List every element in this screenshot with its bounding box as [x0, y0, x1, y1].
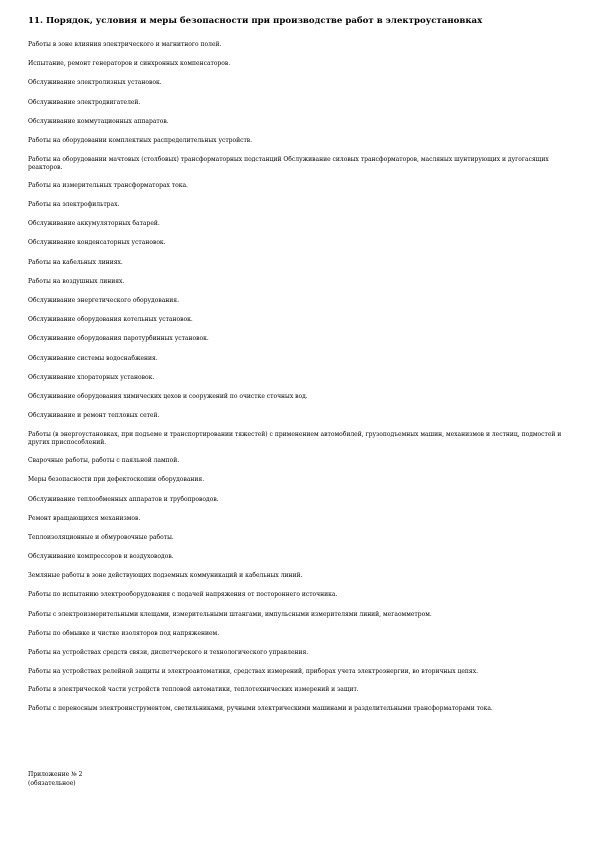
- appendix-note: (обязательное): [28, 779, 76, 787]
- list-item: Работы на воздушных линиях.: [28, 277, 125, 285]
- list-item: Обслуживание компрессоров и воздуховодов.: [28, 553, 174, 561]
- list-item: Обслуживание оборудования паротурбинных установок.: [28, 335, 209, 343]
- work-items-list: [28, 41, 568, 723]
- list-item: Работы в зоне влияния электрического и магнитного полей.: [28, 41, 222, 48]
- section-title: 11. Порядок, условия и меры безопасности при производстве работ в электроустановках: [28, 16, 483, 26]
- list-item: Обслуживание энергетического оборудования.: [28, 297, 179, 305]
- list-item: Земляные работы в зоне действующих подземных коммуникаций и кабельных линий.: [28, 572, 303, 580]
- list-item: Испытание, ремонт генераторов и синхронных компенсаторов.: [28, 60, 231, 68]
- list-item: Обслуживание коммутационных аппаратов.: [28, 117, 169, 125]
- list-item: Обслуживание теплообменных аппаратов и трубопроводов.: [28, 495, 219, 503]
- list-item: Работы в электрической части устройств тепловой автоматики, теплотехнических измерений и защит.: [28, 686, 359, 694]
- list-item: Работы с электроизмерительными клещами, измерительными штангами, импульсными измерителями линий, мегаомметром.: [28, 610, 432, 618]
- list-item: Обслуживание конденсаторных установок.: [28, 239, 166, 247]
- list-item: Работы по испытанию электрооборудования с подачей напряжения от постороннего источника.: [28, 591, 338, 599]
- list-item: Обслуживание хлораторных установок.: [28, 373, 155, 381]
- list-item: Работы по обмывке и чистке изоляторов под напряжением.: [28, 629, 220, 637]
- list-item: Обслуживание системы водоснабжения.: [28, 354, 158, 362]
- appendix-title: Приложение № 2: [28, 771, 83, 778]
- list-item: Работы (в энергоустановках, при подъеме и транспортировании тяжестей) с применением автомобилей, грузоподъемных машин, механизмов и лестниц, подмостей и других приспособлений.: [28, 431, 562, 447]
- list-item: Работы на оборудовании мачтовых (столбовых) трансформаторных подстанций Обслуживание силовых трансформаторов, масляных шунтирующих и дугогасящих реакторов.: [28, 156, 549, 172]
- list-item: Работы с переносным электроинструментом, светильниками, ручными электрическими машинами и разделительными трансформаторами тока.: [28, 705, 493, 713]
- list-item: Ремонт вращающихся механизмов.: [28, 514, 141, 522]
- list-item: Обслуживание электродвигателей.: [28, 98, 141, 106]
- list-item: Обслуживание аккумуляторных батарей.: [28, 220, 160, 228]
- list-item: Теплоизоляционные и обмуровочные работы.: [28, 533, 174, 541]
- list-item: Работы на измерительных трансформаторах тока.: [28, 181, 188, 189]
- list-item: Меры безопасности при дефектоскопии оборудования.: [28, 476, 205, 484]
- list-item: Работы на оборудовании комплектных распределительных устройств.: [28, 136, 253, 144]
- list-item: Сварочные работы, работы с паяльной лампой.: [28, 457, 180, 465]
- appendix-block: [28, 771, 82, 788]
- list-item: Работы на устройствах средств связи, диспетчерского и технологического управления.: [28, 649, 309, 657]
- list-item: Работы на электрофильтрах.: [28, 201, 120, 209]
- list-item: Работы на кабельных линиях.: [28, 258, 123, 266]
- list-item: Обслуживание оборудования котельных установок.: [28, 316, 193, 324]
- list-item: Обслуживание оборудования химических цехов и сооружений по очистке сточных вод.: [28, 392, 308, 400]
- list-item: Обслуживание и ремонт тепловых сетей.: [28, 412, 160, 420]
- list-item: Работы на устройствах релейной защиты и электроавтоматики, средствах измерений, приборах учета электроэнергии, во вторичных цепях.: [28, 668, 478, 676]
- list-item: Обслуживание электролизных установок.: [28, 79, 162, 87]
